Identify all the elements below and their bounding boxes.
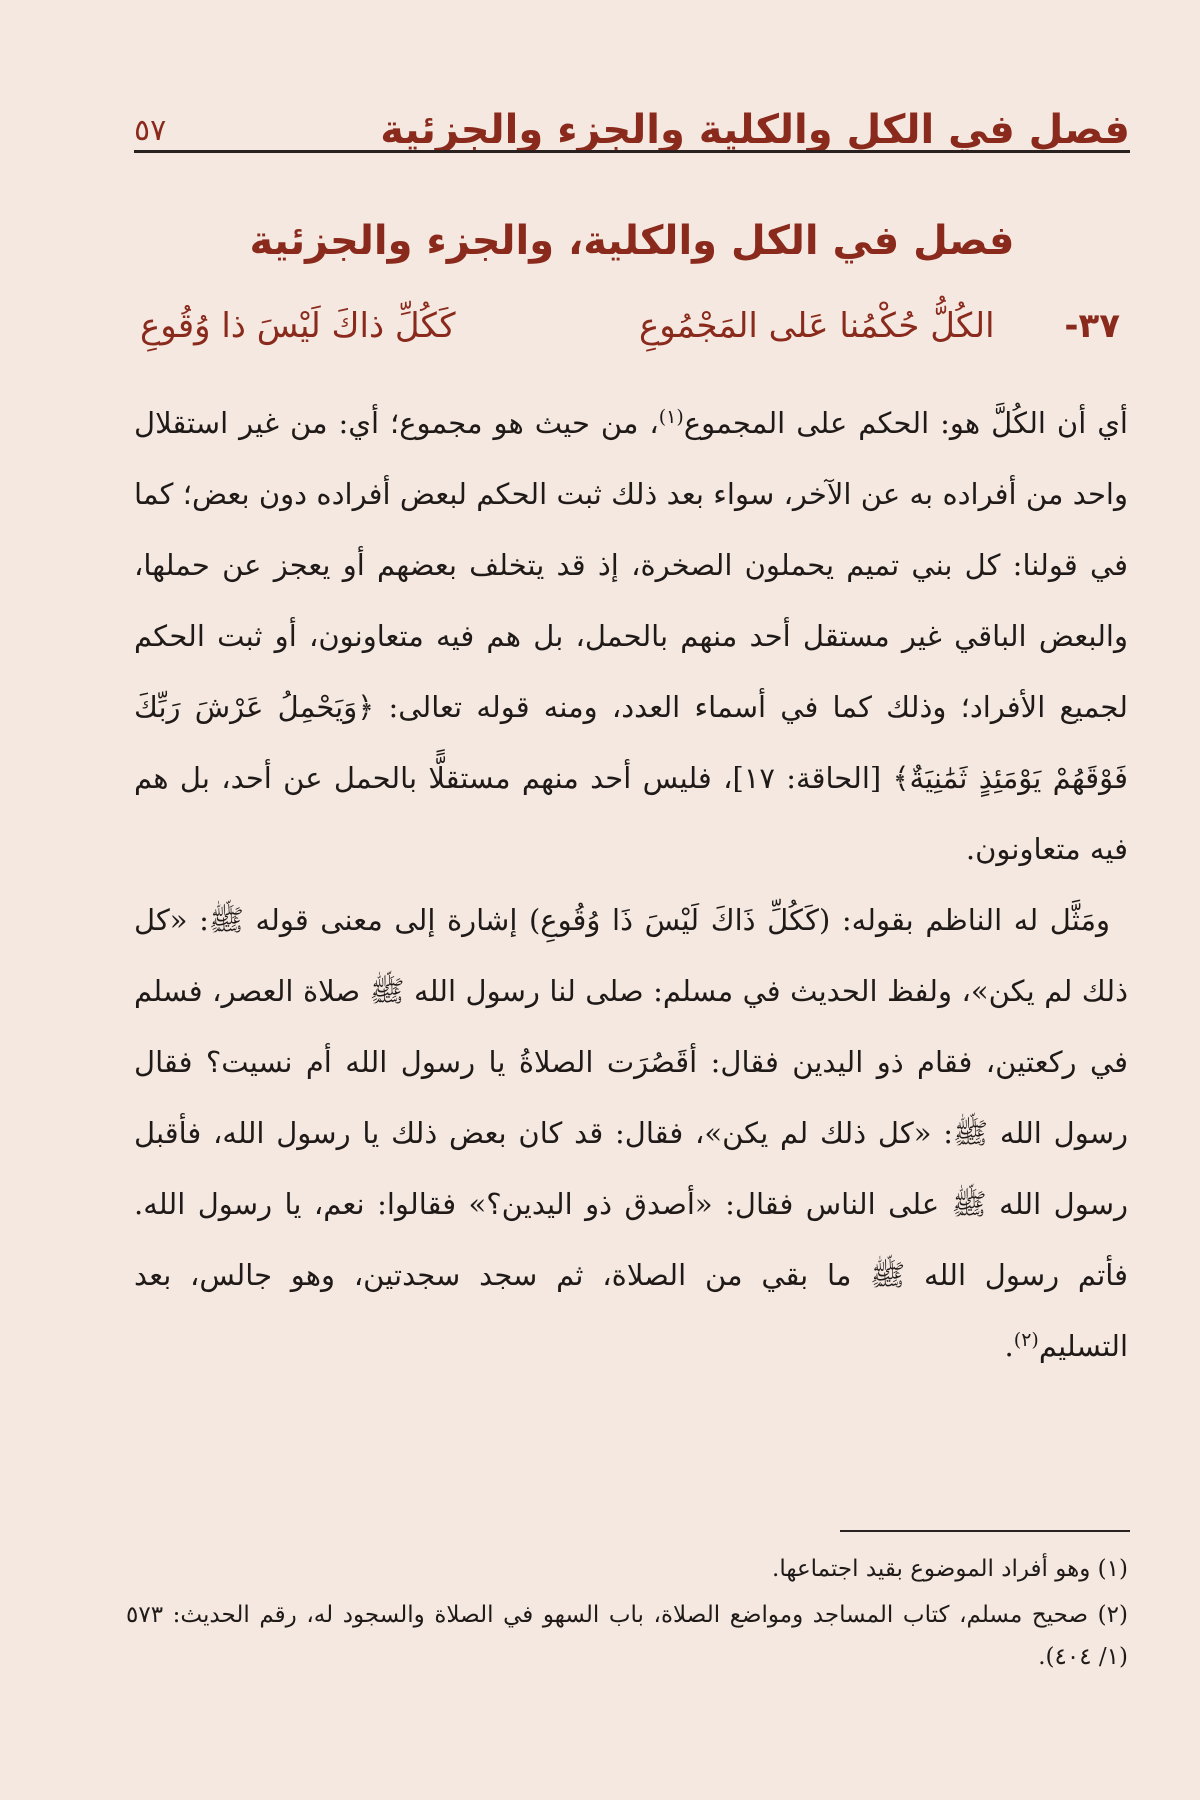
p1-text-end: [الحاقة: ١٧]، فليس أحد منهم مستقلًّا بالحمل عن أحد، بل هم فيه متعاونون.: [134, 761, 1128, 866]
verse-first-hemistich: الكُلُّ حُكْمُنا عَلى المَجْمُوعِ: [638, 306, 995, 346]
chapter-title: فصل في الكل والكلية، والجزء والجزئية: [249, 218, 1015, 264]
running-head-title: فصل في الكل والكلية والجزء والجزئية: [380, 107, 1130, 153]
verse-number: ٣٧-: [1064, 306, 1120, 346]
footnote-2: (٢) صحيح مسلم، كتاب المساجد ومواضع الصلاة، باب السهو في الصلاة والسجود له، رقم الحديث: ٥٧٣ (١/ ٤٠٤).: [126, 1602, 1128, 1670]
header-rule: [134, 150, 1130, 153]
quran-verse: ﴿وَيَحْمِلُ عَرْشَ رَبِّكَ فَوْقَهُمْ يَوْمَئِذٍ ثَمَٰنِيَةٌ﴾: [134, 690, 1129, 795]
footnote-rule: [840, 1530, 1130, 1532]
paragraph-1: [134, 388, 1128, 885]
main-text: [134, 388, 1128, 1382]
running-head: [134, 88, 1130, 153]
verse-second-hemistich: كَكُلِّ ذاكَ لَيْسَ ذا وُقُوعِ: [139, 306, 456, 346]
paragraph-2: [134, 885, 1128, 1382]
p2-text-end: .: [1004, 1329, 1014, 1363]
footnote-ref-1[interactable]: (١): [658, 406, 684, 428]
footnote-ref-2[interactable]: (٢): [1013, 1329, 1039, 1351]
footnote-1: (١) وهو أفراد الموضوع بقيد اجتماعها.: [772, 1556, 1128, 1582]
p2-text: ومَثَّل له الناظم بقوله: (كَكُلِّ ذَاكَ لَيْسَ ذَا وُقُوعِ) إشارة إلى معنى قوله ﷺ: «كل ذلك لم يكن»، ولفظ الحديث في مسلم: صلى لنا رسول الله ﷺ صلاة العصر، فسلم في ركعتين، فقام ذو اليدين فقال: أقَصُرَت الصلاةُ يا رسول الله أم نسيت؟ فقال رسول الله ﷺ: «كل ذلك لم يكن»، فقال: قد كان بعض ذلك يا رسول الله، فأقبل رسول الله ﷺ على الناس فقال: «أصدق ذو اليدين؟» فقالوا: نعم، يا رسول الله. فأتم رسول الله ﷺ ما بقي من الصلاة، ثم سجد سجدتين، وهو جالس، بعد التسليم: [134, 903, 1128, 1363]
footnotes: [126, 1548, 1128, 1682]
page-number: ٥٧: [134, 113, 167, 148]
p1-text-start: أي أن الكُلَّ هو: الحكم على المجموع: [683, 406, 1128, 440]
p1-text-middle: ، من حيث هو مجموع؛ أي: من غير استقلال واحد من أفراده به عن الآخر، سواء بعد ذلك ثبت الحكم لبعض أفراده دون بعض؛ كما في قولنا: كل بني تميم يحملون الصخرة، إذ قد يتخلف بعضهم أو يعجز عن حملها، والبعض الباقي غير مستقل أحد منهم بالحمل، بل هم فيه متعاونون، أو ثبت الحكم لجميع الأفراد؛ وذلك كما في أسماء العدد، ومنه قوله تعالى:: [134, 406, 1128, 724]
verse-line: [134, 306, 1120, 346]
